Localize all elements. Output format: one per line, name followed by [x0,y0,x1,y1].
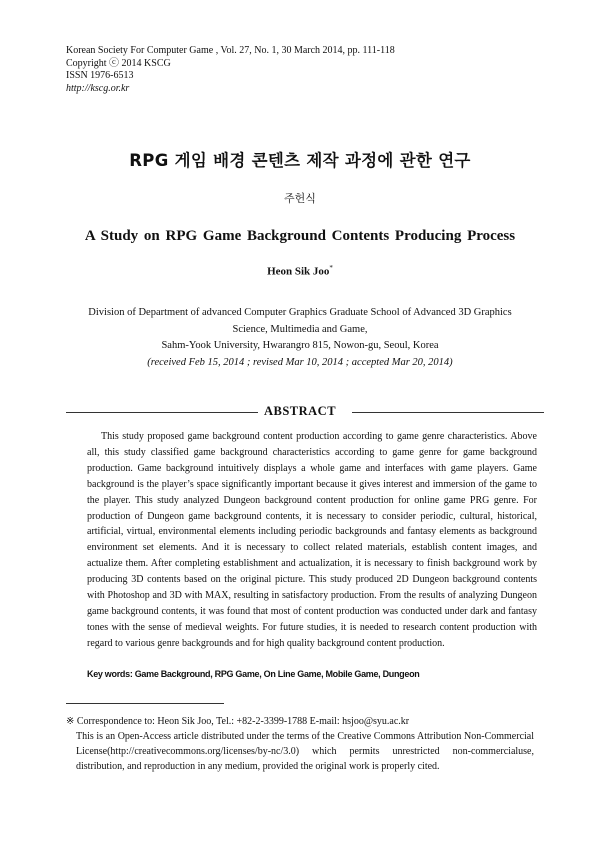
english-title: A Study on RPG Game Background Contents Producing Process [84,228,516,244]
journal-url[interactable]: http://kscg.or.kr [66,82,130,94]
correspondence: ※ Correspondence to: Heon Sik Joo, Tel.: +82-2-3399-1788 E-mail: hsjoo@syu.ac.kr [66,716,410,727]
footnote-rule [66,703,224,704]
abstract-text: This study proposed game background content production according to game genre characteristics. Above all, this study classified game background characteristics according to game genre for game background production. Game background intuitively displays a whole game and interfaces with game players. Game background is the player’s space significantly important because it gives interest and immersion of the game to the player. This study analyzed Dungeon background content production for online game PRG genre. For production of Dungeon game background contents, it is necessary to consider periodic, cultural, historical, artificial, virtual, environmental elements including periodic backgrounds and fantasy elements as background environment set elements. And it is necessary to collect related materials, establish content images, and actualize them. After completing establishment and actualization, it is necessary to finish background work by producing 3D contents based on the original picture. This study produced 2D Dungeon background contents with Photoshop and 3D with MAX, resulting in satisfactory production. From the results of analyzing Dungeon game background contents, it was found that most of content production was conducted under dark and fantasy tones with the sense of medieval weights. For future studies, it is needed to research content production with regard to various genre backgrounds and for high quality background content production. [87,431,537,649]
affiliation-line-1: Division of Department of advanced Computer Graphics Graduate School of Advanced 3D Graphics [88,307,512,318]
abstract-rule-right [352,412,544,413]
journal-citation: Korean Society For Computer Game , Vol. 27, No. 1, 30 March 2014, pp. 111-118 [66,45,395,56]
affiliation-line-2: Science, Multimedia and Game, [232,323,368,335]
copyright: Copyright ⓒ 2014 KSCG [66,57,171,69]
affiliation [66,305,534,371]
korean-author: 주헌식 [284,192,316,205]
footnote [66,714,534,774]
korean-title: RPG 게임 배경 콘텐츠 제작 과정에 관한 연구 [129,151,471,170]
affiliation-line-3: Sahm-Yook University, Hwarangro 815, Nowon-gu, Seoul, Korea [161,340,439,351]
author-mark: * [329,264,333,272]
license-note: This is an Open-Access article distributed under the terms of the Creative Commons Attribution Non-Commercial License(http://creativecommons.org/licenses/by-nc/3.0) which permits unrestricted non-commercialuse, distribution, and reproduction in any medium, provided the original work is properly cited. [76,731,534,772]
english-author [0,264,600,278]
author-name: Heon Sik Joo [267,265,330,278]
received-dates: (received Feb 15, 2014 ; revised Mar 10, 2014 ; accepted Mar 20, 2014) [147,356,453,368]
issn: ISSN 1976-6513 [66,70,134,82]
keywords: Key words: Game Background, RPG Game, On Line Game, Mobile Game, Dungeon [87,669,420,679]
abstract-heading: ABSTRACT [263,404,337,418]
journal-meta [66,45,395,95]
